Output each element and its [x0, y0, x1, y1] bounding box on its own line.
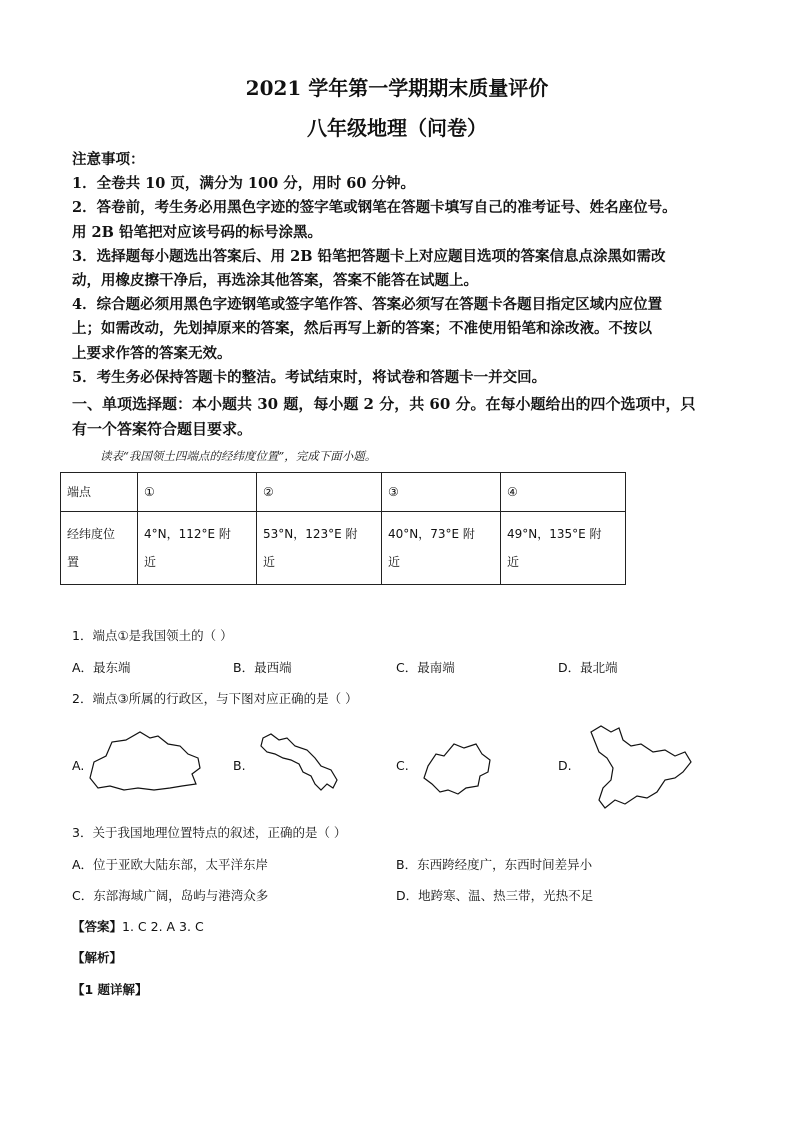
question-3-option-b[interactable]: B．东西跨经度广，东西时间差异小: [396, 857, 593, 872]
table-cell: 49°N，135°E 附 近: [501, 512, 626, 585]
question-3-option-c[interactable]: C．东部海域广阔，岛屿与港湾众多: [72, 888, 269, 903]
question-2-stem: 2．端点③所属的行政区，与下图对应正确的是（ ）: [72, 691, 358, 706]
notes-block: [72, 148, 732, 390]
question-2-option-b[interactable]: B.: [233, 758, 246, 773]
notes-heading: 注意事项：: [72, 151, 145, 168]
table-cell: 4°N，112°E 附 近: [138, 512, 257, 585]
section-line: 一、单项选择题：本小题共 30 题，每小题 2 分，共 60 分。在每小题给出的四个选项中，只: [72, 395, 696, 413]
question-3-option-a[interactable]: A．位于亚欧大陆东部，太平洋东岸: [72, 857, 269, 872]
notes-line: 4．综合题必须用黑色字迹钢笔或签字笔作答、答案必须写在答题卡各题目指定区域内应位置: [72, 296, 663, 314]
answer-label: 【答案】: [72, 919, 123, 934]
detail-heading: 【1 题详解】: [72, 982, 148, 997]
notes-line: 2．答卷前，考生务必用黑色字迹的签字笔或钢笔在答题卡填写自己的准考证号、姓名座位号。: [72, 199, 677, 217]
table-row: [61, 512, 626, 585]
endpoints-table: [60, 472, 626, 585]
notes-line: 上要求作答的答案无效。: [72, 344, 232, 362]
question-1-option-a[interactable]: A．最东端: [72, 660, 131, 675]
question-1-stem: 1．端点①是我国领土的（ ）: [72, 628, 233, 643]
question-3-stem: 3．关于我国地理位置特点的叙述，正确的是（ ）: [72, 825, 347, 840]
question-1-option-b[interactable]: B．最西端: [233, 660, 292, 675]
notes-line: 1．全卷共 10 页，满分为 100 分，用时 60 分钟。: [72, 175, 415, 193]
gansu-outline-icon: [255, 728, 345, 798]
table-cell: ①: [138, 473, 257, 512]
answer-values: 1. C 2. A 3. C: [122, 919, 204, 934]
exam-subtitle: 八年级地理（问卷）: [307, 116, 487, 140]
xinjiang-outline-icon: [84, 728, 204, 794]
notes-line: 上；如需改动，先划掉原来的答案，然后再写上新的答案；不准使用铅笔和涂改液。不按以: [72, 320, 652, 338]
analysis-heading: 【解析】: [72, 950, 123, 965]
question-1-option-c[interactable]: C．最南端: [396, 660, 455, 675]
notes-line: 用 2B 铅笔把对应该号码的标号涂黑。: [72, 223, 322, 241]
table-cell: 端点: [61, 473, 138, 512]
question-2-option-a[interactable]: A.: [72, 758, 85, 773]
question-2-option-d[interactable]: D.: [558, 758, 572, 773]
answer-line: [72, 917, 204, 935]
notes-line: 3．选择题每小题选出答案后、用 2B 铅笔把答题卡上对应题目选项的答案信息点涂黑如需改: [72, 247, 666, 265]
notes-line: 5．考生务必保持答题卡的整洁。考试结束时，将试卷和答题卡一并交回。: [72, 368, 547, 386]
exam-title: 2021 学年第一学期期末质量评价: [245, 76, 549, 100]
question-3-option-d[interactable]: D．地跨寒、温、热三带，光热不足: [396, 888, 594, 903]
heilongjiang-outline-icon: [585, 722, 695, 814]
province-c-outline-icon: [418, 736, 498, 798]
table-cell: 经纬度位 置: [61, 512, 138, 585]
table-intro: 读表“我国领土四端点的经纬度位置”，完成下面小题。: [100, 449, 377, 463]
table-cell: ④: [501, 473, 626, 512]
table-cell: ②: [257, 473, 382, 512]
notes-line: 动，用橡皮擦干净后，再选涂其他答案，答案不能答在试题上。: [72, 272, 478, 290]
question-2-option-c[interactable]: C.: [396, 758, 409, 773]
section-heading: [72, 392, 732, 441]
table-cell: ③: [382, 473, 501, 512]
table-cell: 40°N，73°E 附 近: [382, 512, 501, 585]
table-row: [61, 473, 626, 512]
question-1-option-d[interactable]: D．最北端: [558, 660, 618, 675]
table-cell: 53°N，123°E 附 近: [257, 512, 382, 585]
section-line: 有一个答案符合题目要求。: [72, 419, 253, 438]
